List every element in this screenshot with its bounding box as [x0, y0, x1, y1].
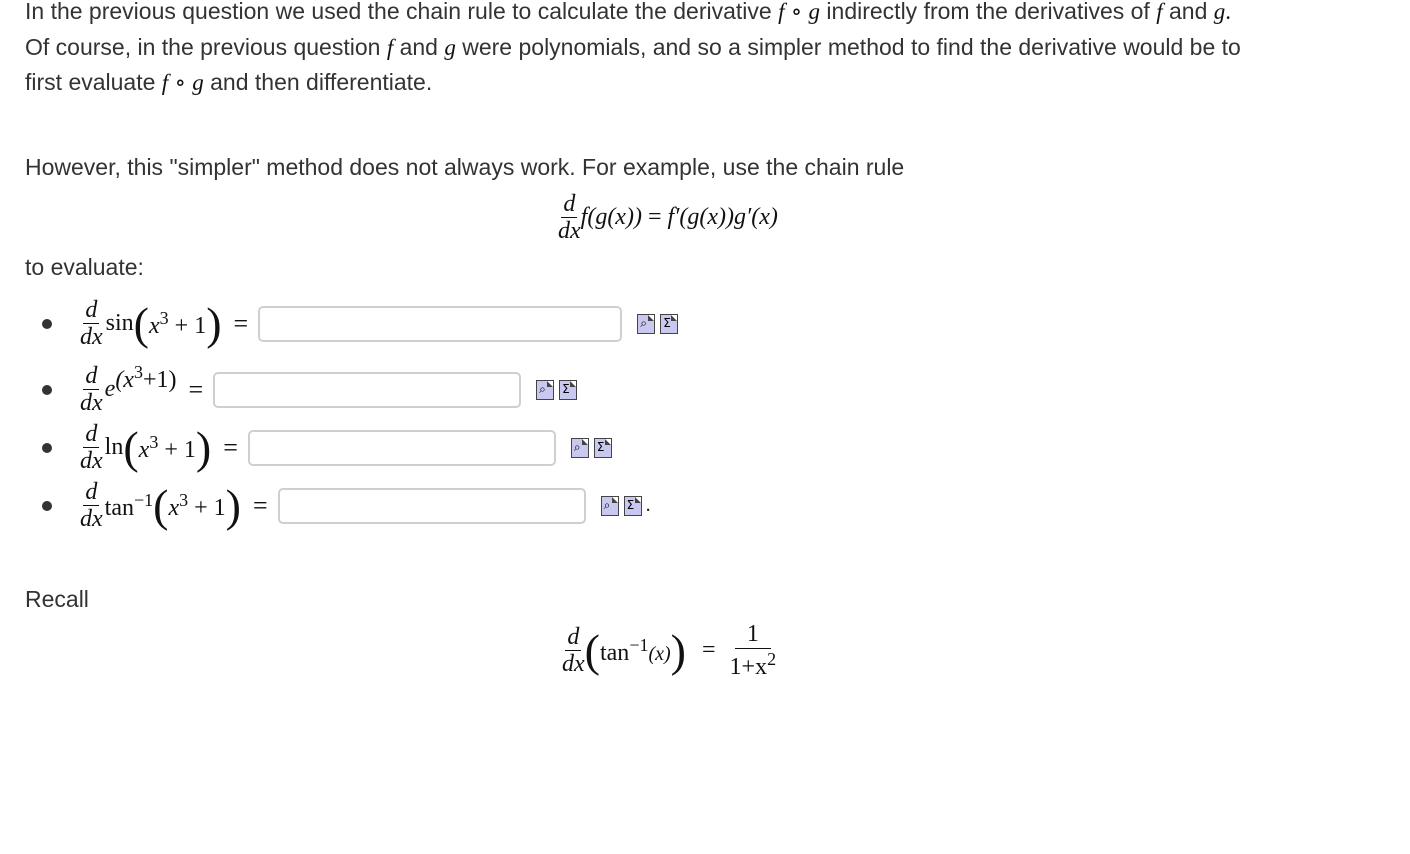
preview-icon[interactable]: ⌕	[601, 496, 619, 516]
compose-symbol: ∘	[790, 0, 803, 24]
chain-rule-rhs: f′(g(x))g′(x)	[667, 204, 778, 230]
function-name: sin	[105, 310, 134, 336]
arctan-derivative-formula: $\frac{d}{dx}$ ( $\tan^{-1}(x)$ ) = $\frac{1}{1+x^2}$	[562, 621, 777, 680]
function-name: e	[104, 376, 116, 402]
equation-editor-icon[interactable]: Σ	[624, 496, 642, 516]
bullet	[42, 319, 52, 329]
derivative-operator: $\frac{d}{dx}$	[80, 421, 103, 474]
derivative-operator: $\frac{d}{dx}$	[80, 297, 103, 350]
compose-symbol: ∘	[174, 70, 186, 95]
equation-editor-icon[interactable]: Σ	[559, 380, 577, 400]
math-g: g	[444, 35, 456, 60]
math-f: f	[778, 0, 785, 24]
math-f: f	[386, 35, 394, 60]
derivative-operator: $\frac{d}{dx}$	[558, 191, 581, 244]
derivative-operator: $\frac{d}{dx}$	[80, 363, 103, 416]
equals-sign: =	[233, 308, 249, 338]
equals-sign: =	[253, 490, 268, 520]
preview-icon[interactable]: ⌕	[637, 314, 655, 334]
period: .	[1225, 0, 1232, 24]
answer-input-sin[interactable]	[258, 306, 622, 342]
answer-input-arctan[interactable]	[278, 488, 586, 524]
problem-sin: $\frac{d}{dx}$ sin ( $x^3 + 1$ ) = ⌕ Σ	[42, 298, 678, 349]
chain-rule-lhs: f(g(x))	[580, 204, 642, 230]
however-text: However, this "simpler" method does not always work. For example, use the chain rule	[25, 154, 905, 180]
math-f: f	[1156, 0, 1163, 24]
bullet	[42, 443, 52, 453]
intro-line-2	[25, 30, 1241, 65]
math-f: f	[161, 70, 169, 95]
preview-icon[interactable]: ⌕	[536, 380, 554, 400]
math-g: g	[192, 70, 204, 95]
chain-rule-formula	[558, 192, 778, 243]
intro-text: In the previous question we used the chain rule to calculate the derivative	[25, 0, 779, 24]
function-name: ln	[104, 434, 124, 460]
derivative-operator: $\frac{d}{dx}$	[562, 624, 585, 677]
to-evaluate-text: to evaluate:	[25, 254, 144, 280]
problem-ln: $\frac{d}{dx}$ ln ( $x^3 + 1$ ) = ⌕ Σ	[42, 422, 612, 473]
bullet	[42, 385, 52, 395]
recall-text: Recall	[25, 586, 89, 612]
math-g: g	[808, 0, 821, 24]
problem-arctan: $\frac{d}{dx}$ $\tan^{-1}$ ( $x^3 + 1$ ) = ⌕ Σ .	[42, 480, 651, 531]
period: .	[645, 494, 651, 516]
intro-text: were polynomials, and so a simpler method to find the derivative would be to	[455, 34, 1241, 60]
intro-text: and	[393, 34, 445, 60]
derivative-operator: $\frac{d}{dx}$	[80, 479, 103, 532]
intro-text: first evaluate	[25, 69, 162, 95]
problem-exp: $\frac{d}{dx}$ e $(x^3+1)$ = ⌕ Σ	[42, 364, 577, 415]
preview-icon[interactable]: ⌕	[571, 438, 589, 458]
intro-text: Of course, in the previous question	[25, 34, 387, 60]
intro-line-3	[25, 65, 432, 100]
answer-input-ln[interactable]	[248, 430, 556, 466]
intro-line-1	[25, 0, 1231, 29]
equation-editor-icon[interactable]: Σ	[660, 314, 678, 334]
equals-sign: =	[188, 374, 204, 404]
intro-text: and then differentiate.	[203, 69, 433, 95]
intro-text: and	[1162, 0, 1214, 24]
bullet	[42, 501, 52, 511]
equation-editor-icon[interactable]: Σ	[594, 438, 612, 458]
math-g: g	[1213, 0, 1226, 24]
intro-text: indirectly from the derivatives of	[820, 0, 1157, 24]
equals-sign: =	[702, 637, 716, 663]
function-name: tan	[104, 494, 134, 521]
reciprocal-fraction: $\frac{1}{1+x^2}$	[729, 621, 777, 680]
answer-input-exp[interactable]	[213, 372, 521, 408]
equals-sign: =	[223, 432, 238, 462]
equals-sign: =	[647, 204, 662, 230]
